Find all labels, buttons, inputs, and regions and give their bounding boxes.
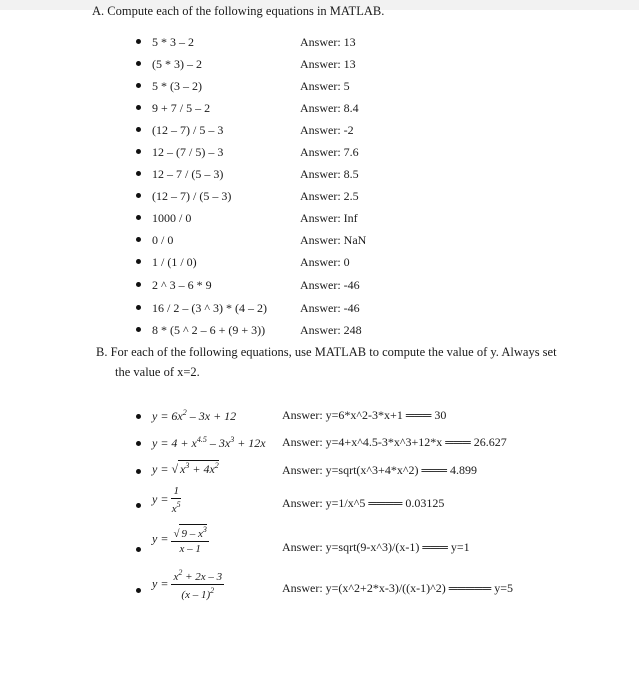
radical-sign: √: [171, 462, 179, 476]
equation: 12 – 7 / (5 – 3): [152, 167, 224, 181]
answer: Answer: 8.4: [300, 101, 359, 115]
answer: Answer: 5: [300, 79, 350, 93]
equation: y = √ $x^3 + 4x^2$: [152, 461, 219, 476]
bullet: [136, 259, 141, 264]
bullet: [136, 149, 141, 154]
answer: Answer: 2.5: [300, 189, 359, 203]
equation: (12 – 7) / 5 – 3: [152, 123, 224, 137]
fraction: $\frac{x^2 + 2x - 3}{(x - 1)^2}$: [173, 568, 223, 601]
answer: Answer: 8.5: [300, 167, 359, 181]
bullet: [136, 414, 141, 419]
equation: 1000 / 0: [152, 211, 192, 225]
bullet: [136, 441, 141, 446]
answer: Answer: y=4+x^4.5-3*x^3+12*x ═══ 26.627: [282, 435, 507, 449]
bullet: [136, 327, 141, 332]
equation: $y = 4 + x^{4.5} - 3x^3 + 12x$: [152, 435, 266, 450]
bullet: [136, 171, 141, 176]
answer: Answer: y=sqrt(x^3+4*x^2) ═══ 4.899: [282, 463, 477, 477]
radicand: $9 - x^3$: [181, 525, 207, 540]
equation: 9 + 7 / 5 – 2: [152, 101, 211, 115]
answer: Answer: -2: [300, 123, 354, 137]
part-b-heading-line1: B. For each of the following equations, use MATLAB to compute the value of y. Always set: [96, 345, 557, 359]
equation: 12 – (7 / 5) – 3: [152, 145, 224, 159]
equation: 5 * (3 – 2): [152, 79, 202, 93]
bullet: [136, 469, 141, 474]
answer: Answer: 13: [300, 57, 356, 71]
bullet: [136, 503, 141, 508]
bullet: [136, 83, 141, 88]
answer: Answer: -46: [300, 278, 360, 292]
equation: 5 * 3 – 2: [152, 35, 194, 49]
answer: Answer: -46: [300, 301, 360, 315]
fraction: $\frac{√ 9 - x^3}{x - 1}$: [173, 525, 207, 555]
bullet: [136, 237, 141, 242]
bullet: [136, 127, 141, 132]
equation: 1 / (1 / 0): [152, 255, 197, 269]
bullet: [136, 61, 141, 66]
answer: Answer: 7.6: [300, 145, 359, 159]
bullet: [136, 588, 141, 593]
bullet: [136, 305, 141, 310]
answer: Answer: 13: [300, 35, 356, 49]
answer: Answer: NaN: [300, 233, 367, 247]
equation: y = $\frac{√ 9 - x^3}{x - 1}$: [152, 525, 207, 555]
equation: y = $\frac{1}{x^5}$: [152, 485, 181, 515]
equation: 0 / 0: [152, 233, 174, 247]
equation: 16 / 2 – (3 ^ 3) * (4 – 2): [152, 301, 267, 315]
equation: 8 * (5 ^ 2 – 6 + (9 + 3)): [152, 323, 266, 337]
equation: (5 * 3) – 2: [152, 57, 202, 71]
equation: $y = 6x^2 - 3x + 12$: [152, 408, 237, 423]
equation: (12 – 7) / (5 – 3): [152, 189, 232, 203]
equation: y = $\frac{x^2 + 2x - 3}{(x - 1)^2}$: [152, 568, 223, 601]
bullet: [136, 547, 141, 552]
bullet: [136, 105, 141, 110]
part-a-heading: A. Compute each of the following equations in MATLAB.: [92, 4, 385, 18]
equation: 2 ^ 3 – 6 * 9: [152, 278, 212, 292]
radical-sign: √: [173, 528, 180, 540]
bullet: [136, 193, 141, 198]
answer: Answer: 248: [300, 323, 362, 337]
answer: Answer: y=6*x^2-3*x+1 ═══ 30: [282, 408, 447, 422]
answer: Answer: y=(x^2+2*x-3)/((x-1)^2) ═════ y=5: [282, 581, 514, 595]
fraction: $\frac{1}{x^5}$: [171, 485, 181, 515]
answer: Answer: y=1/x^5 ════ 0.03125: [282, 496, 445, 510]
answer: Answer: y=sqrt(9-x^3)/(x-1) ═══ y=1: [282, 540, 470, 554]
radicand: $x^3 + 4x^2$: [180, 461, 219, 476]
part-b-heading-line2: the value of x=2.: [115, 365, 200, 379]
answer: Answer: Inf: [300, 211, 358, 225]
bullet: [136, 282, 141, 287]
bullet: [136, 215, 141, 220]
bullet: [136, 39, 141, 44]
answer: Answer: 0: [300, 255, 350, 269]
